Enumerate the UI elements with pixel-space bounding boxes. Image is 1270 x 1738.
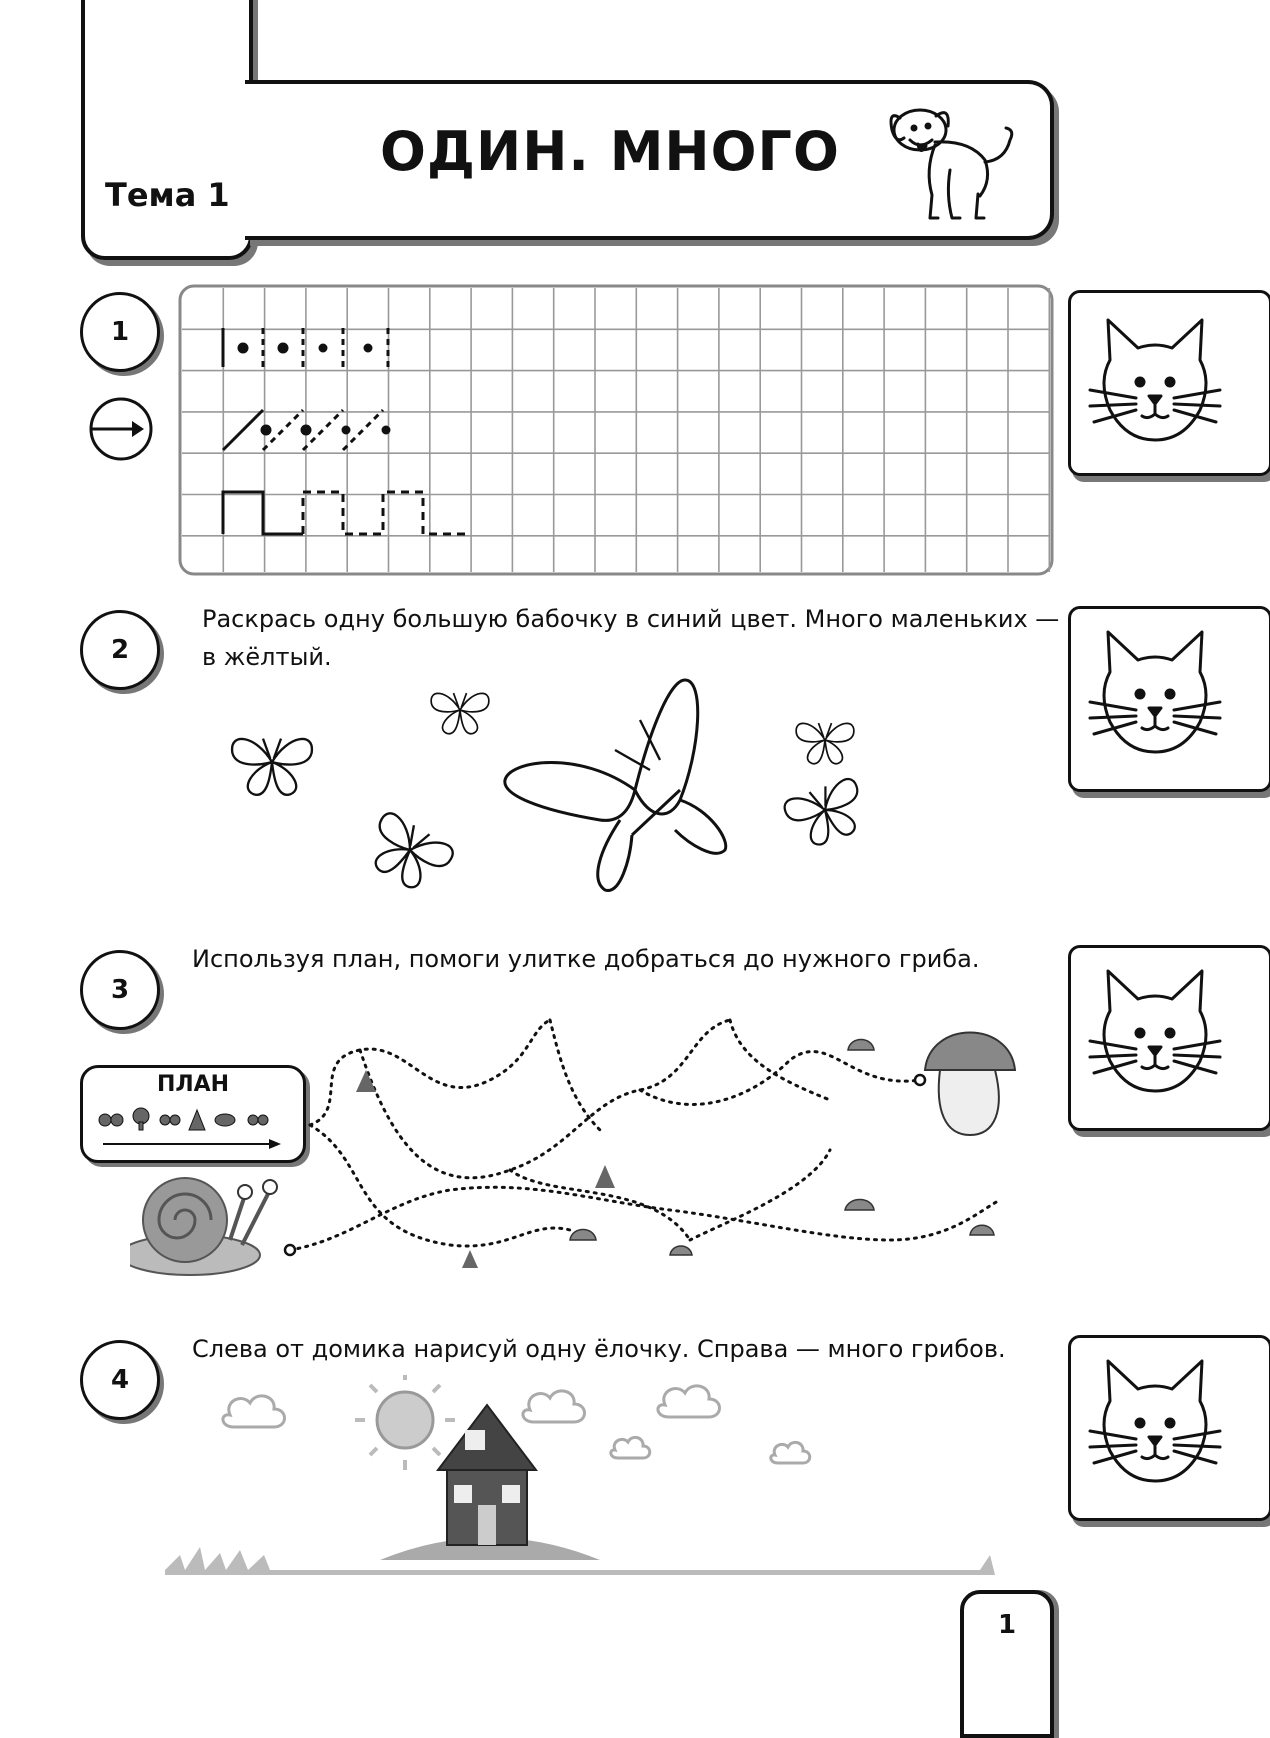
mushroom-icon [925, 1033, 1015, 1136]
cat-face-icon [1080, 310, 1230, 450]
task-4-number: 4 [80, 1340, 160, 1420]
task-3-text: Используя план, помоги улитке добраться до нужного гриба. [192, 945, 980, 973]
task-4-text: Слева от домика нарисуй одну ёлочку. Справа — много грибов. [192, 1335, 1006, 1363]
snail-icon [130, 1178, 277, 1275]
topic-tab [81, 0, 253, 260]
page-title: ОДИН. МНОГО [380, 120, 840, 183]
grid-copy-exercise[interactable] [178, 284, 1054, 576]
task-1-number: 1 [80, 292, 160, 372]
cat-face-icon [1080, 961, 1230, 1101]
dog-illustration [880, 100, 1030, 225]
cat-face-icon [1080, 622, 1230, 762]
house-scene-drawing[interactable] [160, 1375, 1000, 1585]
arrow-right-icon [88, 396, 154, 462]
house-icon [438, 1405, 536, 1545]
task-2-number: 2 [80, 610, 160, 690]
task-2-text: Раскрась одну большую бабочку в синий цвет. Много маленьких — в жёлтый. [202, 605, 1060, 671]
page-number: 1 [997, 1610, 1017, 1640]
maze-paths[interactable] [130, 1000, 1040, 1310]
task-3-number: 3 [80, 950, 160, 1030]
plan-label: ПЛАН [156, 1072, 230, 1097]
sun-icon [355, 1375, 455, 1470]
cat-face-icon [1080, 1351, 1230, 1491]
topic-label: Тема 1 [105, 176, 230, 214]
butterflies-coloring[interactable] [220, 670, 960, 910]
